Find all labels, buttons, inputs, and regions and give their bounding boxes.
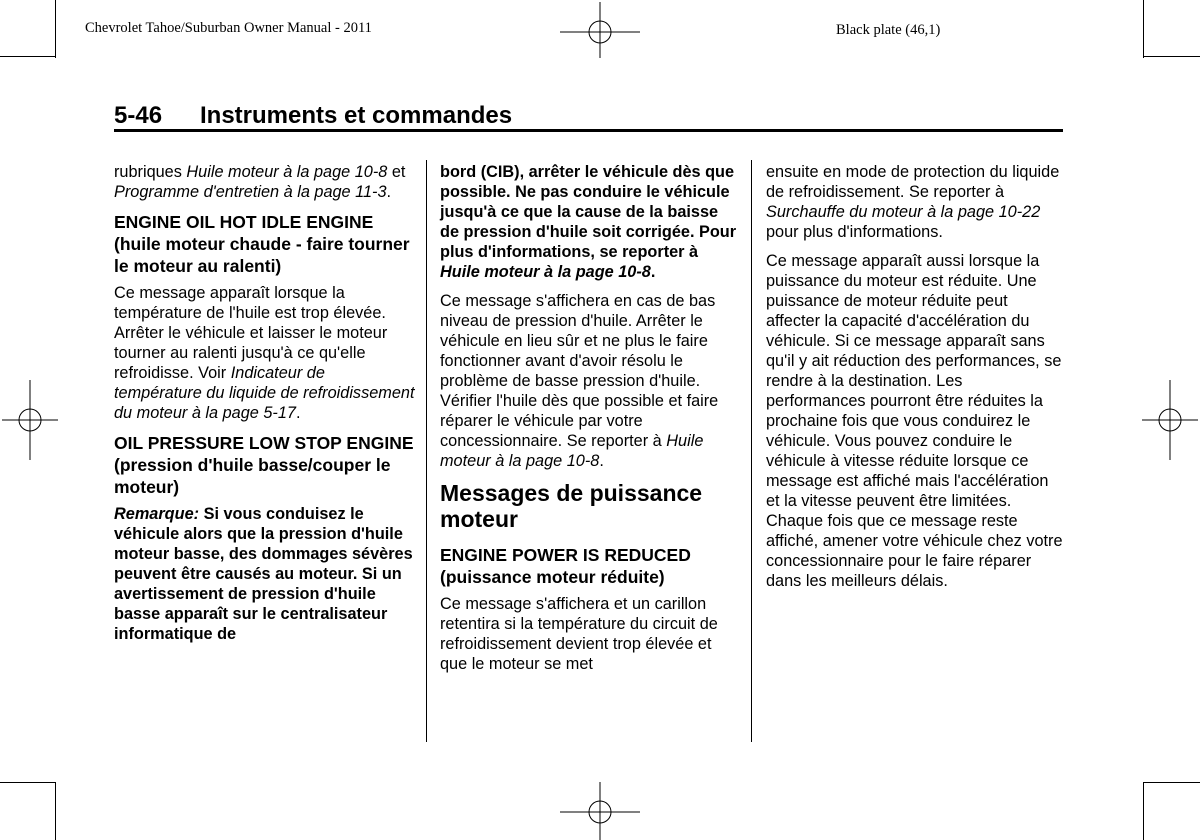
column-1 <box>114 162 416 653</box>
message-heading: ENGINE OIL HOT IDLE ENGINE (huile moteur chaude - faire tourner le moteur au ralenti) <box>114 212 410 276</box>
registration-mark-right-icon <box>1142 380 1198 460</box>
message-heading: ENGINE POWER IS REDUCED (puissance moteur réduite) <box>440 545 691 587</box>
paragraph: Ce message apparaît lorsque la température de l'huile est trop élevée. Arrêter le véhicule et laisser le moteur tourner au ralenti jusqu'à ce qu'elle refroidisse. Voir Indicateur de température du liquide de refroidissement du moteur à la page 5-17. <box>114 284 415 422</box>
cross-reference-link[interactable]: Surchauffe du moteur à la page 10-22 <box>766 203 1041 221</box>
paragraph: rubriques Huile moteur à la page 10-8 et Programme d'entretien à la page 11-3. <box>114 163 406 201</box>
plate-label: Black plate (46,1) <box>836 22 941 38</box>
paragraph: Ce message s'affichera et un carillon retentira si la température du circuit de refroidissement devient trop élevée et que le moteur se met <box>440 595 718 673</box>
paragraph: Ce message apparaît aussi lorsque la puissance du moteur est réduite. Une puissance de moteur réduite peut affecter la capacité d'accélération du véhicule. Si ce message apparaît sans qu'il y ait réduction des performances, se rendre à la destination. Les performances pourront être réduites la prochaine fois que vous conduirez le véhicule. Vous pouvez conduire le véhicule à vitesse réduite lorsque ce message est affiché mais l'accélération et la vitesse peuvent être limitées. Chaque fois que ce message reste affiché, amener votre véhicule chez votre concessionnaire pour le faire réparer dans les meilleurs délais. <box>766 252 1063 590</box>
registration-mark-bottom-icon <box>560 782 640 840</box>
column-divider <box>426 160 427 742</box>
section-title: Instruments et commandes <box>200 102 513 129</box>
paragraph: Ce message s'affichera en cas de bas niveau de pression d'huile. Arrêter le véhicule en lieu sûr et ne plus le faire fonctionner avant d'avoir résolu le problème de basse pression d'huile. Vérifier l'huile dès que possible et faire réparer le véhicule par votre concessionnaire. Se reporter à Huile moteur à la page 10-8. <box>440 292 719 470</box>
registration-mark-left-icon <box>2 380 58 460</box>
cross-reference-link[interactable]: Huile moteur à la page 10-8 <box>440 263 651 281</box>
cross-reference-link[interactable]: Huile moteur à la page 10-8 <box>186 163 388 181</box>
cross-reference-link[interactable]: Programme d'entretien à la page 11-3 <box>114 183 387 201</box>
paragraph: ensuite en mode de protection du liquide de refroidissement. Se reporter à Surchauffe du moteur à la page 10-22 pour plus d'informations. <box>766 163 1060 241</box>
subsection-heading: Messages de puissance moteur <box>440 480 703 532</box>
caution-note-continued: bord (CIB), arrêter le véhicule dès que possible. Ne pas conduire le véhicule jusqu'à ce que la cause de la baisse de pression d'huile soit corrigée. Pour plus d'informations, se reporter à Huile moteur à la page 10-8. <box>440 163 737 281</box>
cross-reference-link[interactable]: Huile moteur à la page 10-8 <box>440 432 704 470</box>
page-number: 5-46 <box>114 102 163 129</box>
caution-note: Remarque: Si vous conduisez le véhicule alors que la pression d'huile moteur basse, des dommages sévères peuvent être causés au moteur. Si un avertissement de pression d'huile basse apparaît sur le centralisateur informatique de <box>114 505 413 643</box>
registration-mark-top-icon <box>560 2 640 58</box>
message-heading: OIL PRESSURE LOW STOP ENGINE (pression d'huile basse/couper le moteur) <box>114 433 414 497</box>
column-2 <box>440 162 740 683</box>
manual-title: Chevrolet Tahoe/Suburban Owner Manual - 2011 <box>85 20 372 36</box>
cross-reference-link[interactable]: Indicateur de température du liquide de refroidissement du moteur à la page 5-17 <box>114 364 415 422</box>
column-divider <box>751 160 752 742</box>
column-3 <box>766 162 1066 600</box>
title-rule <box>114 129 1063 132</box>
note-label: Remarque: <box>114 505 200 523</box>
